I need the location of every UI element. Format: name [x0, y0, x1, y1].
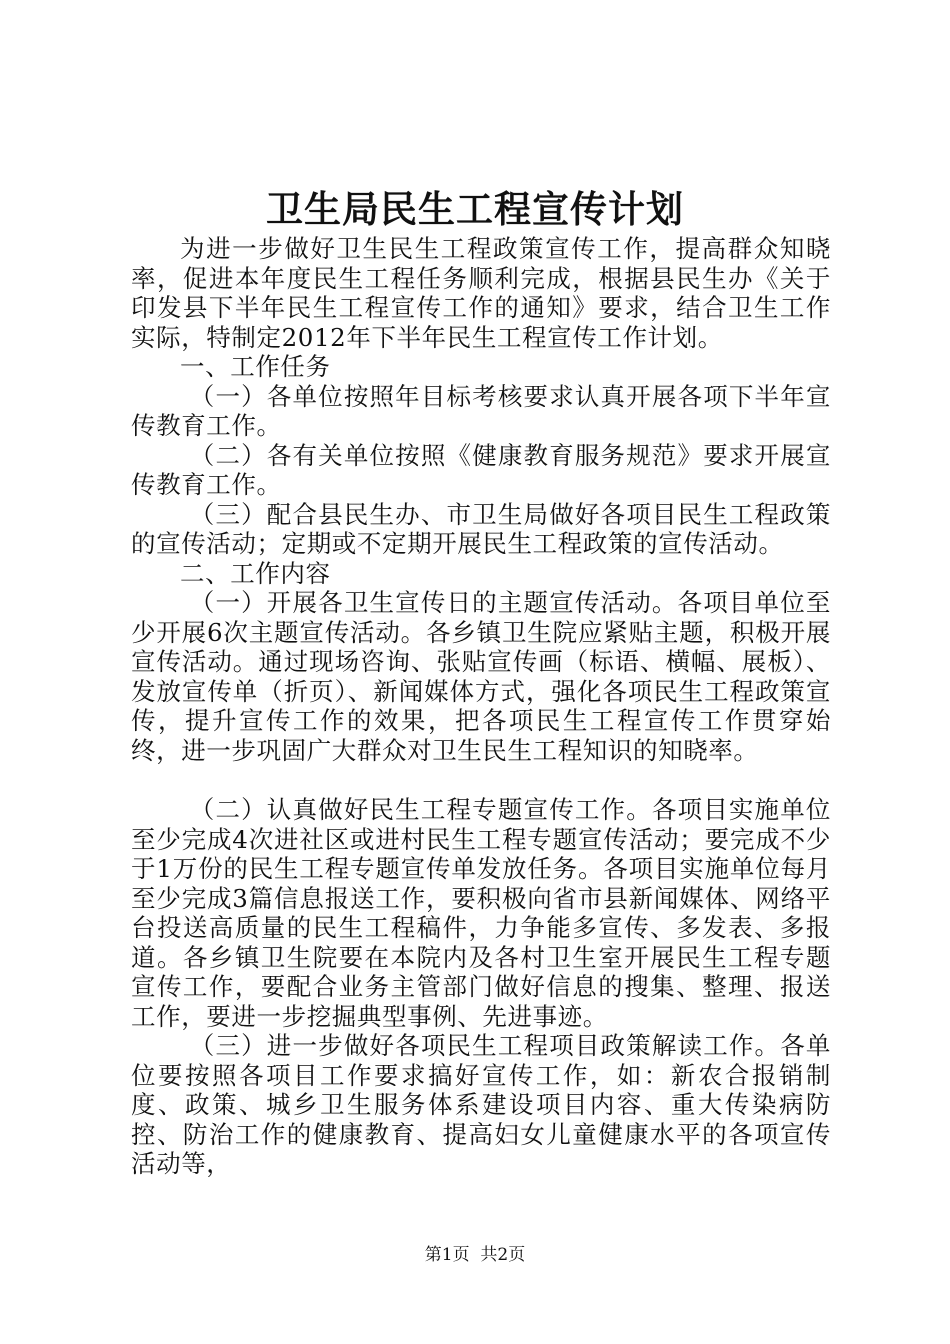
page-footer: 第1页 共2页 [424, 1245, 526, 1265]
intro-paragraph: 为进一步做好卫生民生工程政策宣传工作，提高群众知晓率，促进本年度民生工程任务顺利完成，根据县民生办《关于印发县下半年民生工程宣传工作的通知》要求，结合卫生工作实际，特制定2012年下半年民生工程宣传工作计划。 [131, 234, 831, 352]
task-item-1: （一）各单位按照年目标考核要求认真开展各项下半年宣传教育工作。 [131, 381, 831, 440]
document-title: 卫生局民生工程宣传计划 [266, 187, 684, 231]
content-item-1: （一）开展各卫生宣传日的主题宣传活动。各项目单位至少开展6次主题宣传活动。各乡镇卫生院应紧贴主题，积极开展宣传活动。通过现场咨询、张贴宣传画（标语、横幅、展板）、发放宣传单（折页）、新闻媒体方式，强化各项民生工程政策宣传，提升宣传工作的效果，把各项民生工程宣传工作贯穿始终，进一步巩固广大群众对卫生民生工程知识的知晓率。 [131, 588, 831, 765]
section-heading-tasks: 一、工作任务 [180, 352, 331, 381]
content-item-3: （三）进一步做好各项民生工程项目政策解读工作。各单位要按照各项目工作要求搞好宣传工作，如：新农合报销制度、政策、城乡卫生服务体系建设项目内容、重大传染病防控、防治工作的健康教育、提高妇女儿童健康水平的各项宣传活动等， [131, 1031, 831, 1178]
content-item-2: （二）认真做好民生工程专题宣传工作。各项目实施单位至少完成4次进社区或进村民生工程专题宣传活动；要完成不少于1万份的民生工程专题宣传单发放任务。各项目实施单位每月至少完成3篇信息报送工作，要积极向省市县新闻媒体、网络平台投送高质量的民生工程稿件，力争能多宣传、多发表、多报道。各乡镇卫生院要在本院内及各村卫生室开展民生工程专题宣传工作，要配合业务主管部门做好信息的搜集、整理、报送工作，要进一步挖掘典型事例、先进事迹。 [131, 795, 831, 1031]
section-heading-content: 二、工作内容 [180, 558, 331, 588]
task-item-2: （二）各有关单位按照《健康教育服务规范》要求开展宣传教育工作。 [131, 440, 831, 499]
task-item-3: （三）配合县民生办、市卫生局做好各项目民生工程政策的宣传活动；定期或不定期开展民生工程政策的宣传活动。 [131, 499, 831, 558]
document-body [131, 234, 831, 1179]
